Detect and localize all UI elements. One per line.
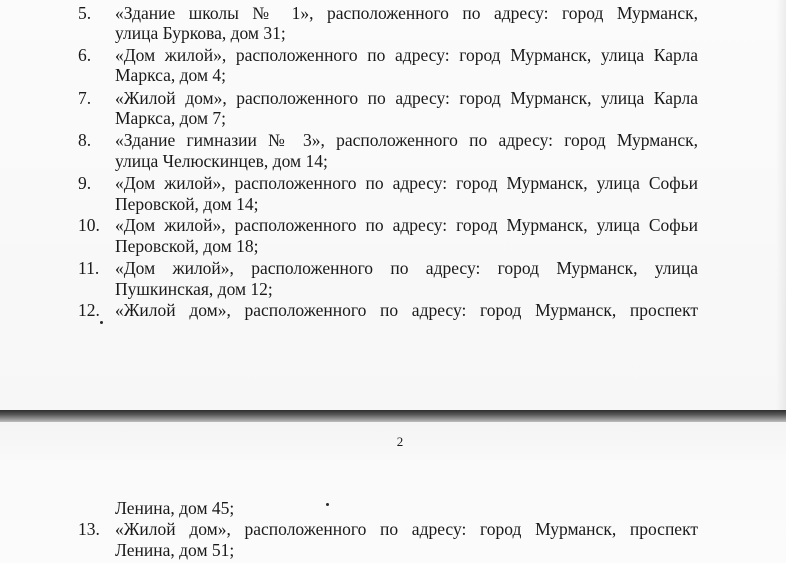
item-text-line: «Дом жилой», расположенного по адресу: город Мурманск, улица Софьи bbox=[115, 215, 698, 235]
item-text-line: Ленина, дом 45; bbox=[115, 498, 235, 518]
item-number: 13. bbox=[78, 519, 100, 539]
item-text-line: «Здание гимназии № 3», расположенного по адресу: город Мурманск, bbox=[115, 130, 698, 150]
item-text-line: «Дом жилой», расположенного по адресу: город Мурманск, улица Карла bbox=[115, 45, 698, 65]
item-text-line: «Жилой дом», расположенного по адресу: город Мурманск, проспект bbox=[115, 300, 698, 320]
item-number: 7. bbox=[78, 88, 92, 108]
page-break-gap bbox=[0, 410, 786, 422]
item-number: 5. bbox=[78, 3, 92, 23]
item-number: 8. bbox=[78, 130, 92, 150]
item-text-line: улица Буркова, дом 31; bbox=[115, 23, 286, 43]
item-text-line: улица Челюскинцев, дом 14; bbox=[115, 151, 328, 171]
item-text-line: «Дом жилой», расположенного по адресу: город Мурманск, улица Софьи bbox=[115, 173, 698, 193]
item-text-line: Маркса, дом 7; bbox=[115, 108, 227, 128]
item-text-line: Пушкинская, дом 12; bbox=[115, 279, 273, 299]
item-number: 6. bbox=[78, 45, 92, 65]
item-number: 9. bbox=[78, 173, 92, 193]
item-number: 10. bbox=[78, 215, 100, 235]
item-text-line: Перовской, дом 18; bbox=[115, 236, 259, 256]
item-text-line: Ленина, дом 51; bbox=[115, 540, 235, 560]
item-text-line: Маркса, дом 4; bbox=[115, 65, 227, 85]
item-text-line: «Здание школы № 1», расположенного по адресу: город Мурманск, bbox=[115, 3, 698, 23]
page-number: 2 bbox=[396, 434, 404, 449]
item-text-line: «Дом жилой», расположенного по адресу: город Мурманск, улица bbox=[115, 258, 698, 278]
scan-speck bbox=[100, 321, 103, 324]
item-number: 12. bbox=[78, 300, 100, 320]
item-text-line: Перовской, дом 14; bbox=[115, 194, 259, 214]
scan-speck bbox=[326, 503, 329, 506]
item-text-line: «Жилой дом», расположенного по адресу: город Мурманск, проспект bbox=[115, 519, 698, 539]
item-number: 11. bbox=[78, 258, 100, 278]
item-text-line: «Жилой дом», расположенного по адресу: город Мурманск, улица Карла bbox=[115, 88, 698, 108]
